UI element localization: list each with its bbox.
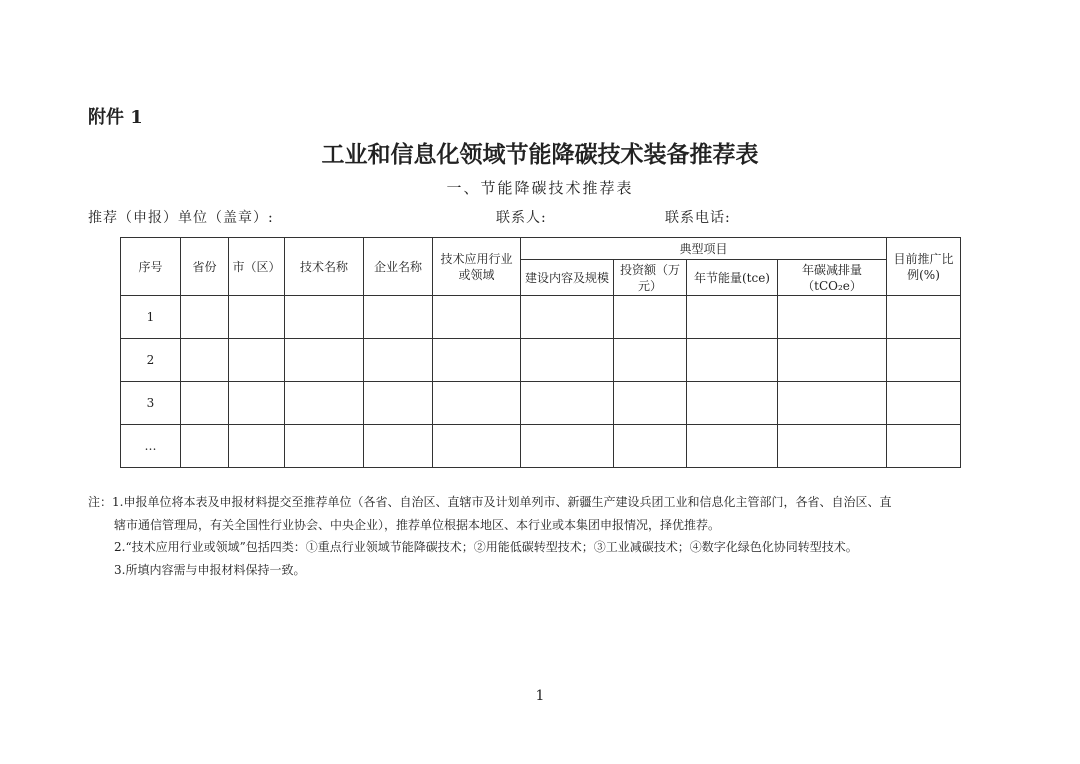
cell-promotion-ratio[interactable]: [887, 382, 961, 425]
cell-city[interactable]: [229, 382, 285, 425]
cell-energy-saving[interactable]: [687, 296, 778, 339]
recommendation-table: [120, 237, 961, 468]
cell-content-scale[interactable]: [521, 382, 614, 425]
table-header-row: [121, 238, 961, 260]
cell-carbon-reduction[interactable]: [778, 339, 887, 382]
row-seq: …: [121, 425, 181, 468]
cell-industry[interactable]: [433, 296, 521, 339]
attachment-label: 附件 1: [88, 107, 143, 128]
header-typical-project: 典型项目: [521, 238, 887, 260]
cell-promotion-ratio[interactable]: [887, 425, 961, 468]
header-energy-saving: 年节能量(tce): [687, 260, 778, 296]
cell-tech-name[interactable]: [285, 382, 364, 425]
row-seq: 3: [121, 382, 181, 425]
cell-energy-saving[interactable]: [687, 425, 778, 468]
cell-city[interactable]: [229, 339, 285, 382]
note-line: 辖市通信管理局，有关全国性行业协会、中央企业），推荐单位根据本地区、本行业或本集团申报情况，择优推荐。: [114, 517, 721, 532]
header-seq: 序号: [121, 238, 181, 296]
cell-carbon-reduction[interactable]: [778, 425, 887, 468]
page-number: 1: [535, 688, 545, 704]
cell-company[interactable]: [364, 296, 433, 339]
notes-section: [88, 491, 998, 581]
row-seq: 1: [121, 296, 181, 339]
cell-province[interactable]: [181, 339, 229, 382]
cell-city[interactable]: [229, 425, 285, 468]
table-row: [121, 382, 961, 425]
cell-tech-name[interactable]: [285, 425, 364, 468]
table-row: [121, 339, 961, 382]
cell-energy-saving[interactable]: [687, 382, 778, 425]
row-seq: 2: [121, 339, 181, 382]
cell-content-scale[interactable]: [521, 296, 614, 339]
cell-investment[interactable]: [614, 339, 687, 382]
cell-province[interactable]: [181, 296, 229, 339]
header-company: 企业名称: [364, 238, 433, 296]
cell-tech-name[interactable]: [285, 296, 364, 339]
cell-company[interactable]: [364, 425, 433, 468]
recommending-unit-label: 推荐（申报）单位（盖章）:: [88, 210, 274, 226]
cell-content-scale[interactable]: [521, 425, 614, 468]
cell-carbon-reduction[interactable]: [778, 382, 887, 425]
cell-content-scale[interactable]: [521, 339, 614, 382]
note-line: 注：1.申报单位将本表及申报材料提交至推荐单位（各省、自治区、直辖市及计划单列市、新疆生产建设兵团工业和信息化主管部门，各省、自治区、直: [88, 495, 892, 509]
contact-phone-label: 联系电话:: [665, 210, 731, 226]
cell-company[interactable]: [364, 339, 433, 382]
cell-industry[interactable]: [433, 382, 521, 425]
cell-industry[interactable]: [433, 339, 521, 382]
cell-energy-saving[interactable]: [687, 339, 778, 382]
header-city: 市（区）: [229, 238, 285, 296]
page-title: 工业和信息化领域节能降碳技术装备推荐表: [321, 141, 759, 168]
cell-carbon-reduction[interactable]: [778, 296, 887, 339]
header-promotion-ratio: 目前推广比例(%): [887, 238, 961, 296]
header-content-scale: 建设内容及规模: [521, 260, 614, 296]
cell-province[interactable]: [181, 425, 229, 468]
cell-investment[interactable]: [614, 296, 687, 339]
cell-promotion-ratio[interactable]: [887, 339, 961, 382]
header-province: 省份: [181, 238, 229, 296]
table-row: [121, 425, 961, 468]
note-line: 3.所填内容需与申报材料保持一致。: [114, 562, 306, 577]
header-investment: 投资额（万元）: [614, 260, 687, 296]
cell-investment[interactable]: [614, 382, 687, 425]
cell-industry[interactable]: [433, 425, 521, 468]
cell-company[interactable]: [364, 382, 433, 425]
header-carbon-reduction: 年碳减排量（tCO₂e）: [778, 260, 887, 296]
table-subtitle: 一、节能降碳技术推荐表: [446, 179, 634, 197]
header-tech-name: 技术名称: [285, 238, 364, 296]
cell-investment[interactable]: [614, 425, 687, 468]
note-line: 2.“技术应用行业或领域”包括四类：①重点行业领域节能降碳技术；②用能低碳转型技术；③工业减碳技术；④数字化绿色化协同转型技术。: [114, 540, 858, 554]
cell-province[interactable]: [181, 382, 229, 425]
header-industry: 技术应用行业或领域: [433, 238, 521, 296]
cell-tech-name[interactable]: [285, 339, 364, 382]
cell-promotion-ratio[interactable]: [887, 296, 961, 339]
cell-city[interactable]: [229, 296, 285, 339]
contact-person-label: 联系人:: [496, 210, 547, 226]
table-row: [121, 296, 961, 339]
